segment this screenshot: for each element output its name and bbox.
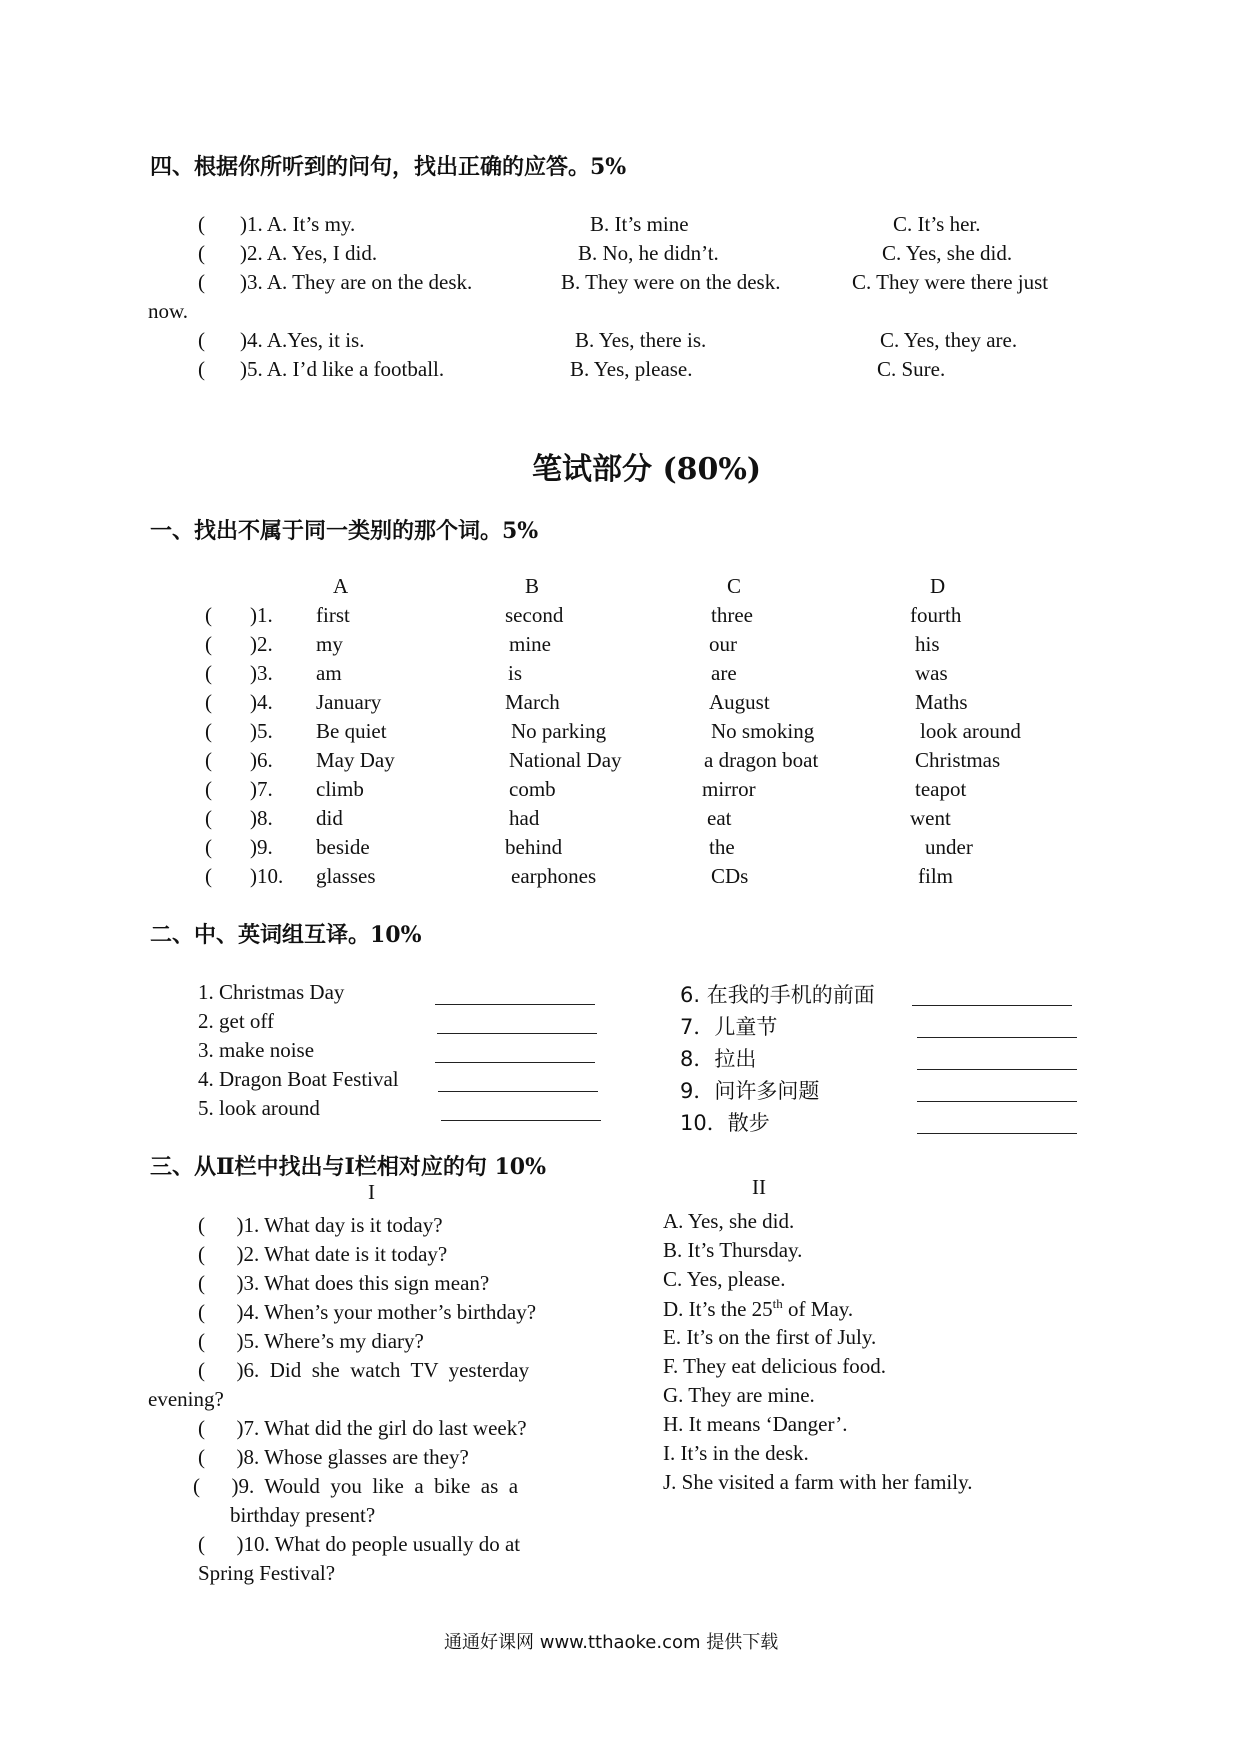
table-cell-b: No parking (511, 719, 607, 743)
table-cell-c: are (711, 661, 737, 685)
list-item-paren: ( (198, 212, 205, 236)
table-row-num: )8. (250, 806, 273, 830)
answer-blank[interactable] (435, 984, 595, 1005)
column-header-b: B (525, 574, 540, 598)
answer-d-rest: of May. (782, 1297, 854, 1321)
table-cell-c: August (709, 690, 770, 714)
list-item: ( )2. What date is it today? (198, 1242, 448, 1266)
table-row-paren: ( (205, 864, 212, 888)
list-item-option-a: )5. A. I’d like a football. (240, 357, 445, 381)
table-cell-d: his (915, 632, 940, 656)
table-cell-b: second (505, 603, 564, 627)
table-cell-a: climb (316, 777, 364, 801)
table-row-paren: ( (205, 661, 212, 685)
table-cell-c: mirror (702, 777, 756, 801)
list-item-option-c: C. They were there just (852, 270, 1049, 294)
list-item: ( )3. What does this sign mean? (198, 1271, 490, 1295)
table-row-num: )4. (250, 690, 273, 714)
table-cell-a: beside (316, 835, 370, 859)
table-cell-a: Be quiet (316, 719, 387, 743)
answer-blank[interactable] (917, 1113, 1077, 1134)
list-item: ( )4. When’s your mother’s birthday? (198, 1300, 537, 1324)
table-row-paren: ( (205, 777, 212, 801)
column-header-i: I (368, 1180, 375, 1204)
answer-blank[interactable] (438, 1071, 598, 1092)
list-item-option-b: B. They were on the desk. (561, 270, 781, 294)
list-item: 1. Christmas Day (198, 980, 345, 1004)
table-cell-b: had (509, 806, 540, 830)
list-item: E. It’s on the first of July. (663, 1325, 877, 1349)
table-cell-d: went (910, 806, 951, 830)
table-row-num: )1. (250, 603, 273, 627)
page-title: 笔试部分 (80%) (532, 452, 762, 487)
list-item-option-c: C. Sure. (877, 357, 946, 381)
table-row-paren: ( (205, 719, 212, 743)
answer-blank[interactable] (437, 1013, 597, 1034)
list-item: 10．散步 (680, 1111, 770, 1135)
table-row-paren: ( (205, 835, 212, 859)
table-row-num: )2. (250, 632, 273, 656)
list-item: F. They eat delicious food. (663, 1354, 887, 1378)
column-header-c: C (727, 574, 742, 598)
list-item: 6. 在我的手机的前面 (680, 983, 875, 1007)
answer-blank[interactable] (441, 1100, 601, 1121)
list-item-wrap: now. (148, 299, 189, 323)
answer-blank[interactable] (917, 1081, 1077, 1102)
table-row-num: )6. (250, 748, 273, 772)
table-cell-c: No smoking (711, 719, 815, 743)
table-cell-a: did (316, 806, 343, 830)
list-item-paren: ( (198, 328, 205, 352)
table-cell-c: our (709, 632, 737, 656)
table-cell-a: am (316, 661, 342, 685)
table-row-paren: ( (205, 632, 212, 656)
list-item: ( )10. What do people usually do at (198, 1532, 521, 1556)
list-item-wrap: birthday present? (230, 1503, 376, 1527)
list-item-option-b: B. No, he didn’t. (578, 241, 719, 265)
answer-blank[interactable] (912, 985, 1072, 1006)
table-cell-c: three (711, 603, 753, 627)
table-cell-c: the (709, 835, 735, 859)
table-cell-b: March (505, 690, 560, 714)
list-item: 4. Dragon Boat Festival (198, 1067, 399, 1091)
list-item-option-c: C. Yes, she did. (882, 241, 1013, 265)
list-item: 8．拉出 (680, 1047, 757, 1071)
list-item-wrap: evening? (148, 1387, 224, 1411)
table-cell-b: comb (509, 777, 556, 801)
list-item: C. Yes, please. (663, 1267, 786, 1291)
table-cell-d: fourth (910, 603, 962, 627)
table-cell-d: was (915, 661, 948, 685)
table-cell-b: mine (509, 632, 551, 656)
list-item: H. It means ‘Danger’. (663, 1412, 848, 1436)
table-row-num: )9. (250, 835, 273, 859)
list-item-paren: ( (198, 357, 205, 381)
list-item: ( )7. What did the girl do last week? (198, 1416, 527, 1440)
table-row-paren: ( (205, 806, 212, 830)
list-item: 5. look around (198, 1096, 320, 1120)
list-item: ( )5. Where’s my diary? (198, 1329, 424, 1353)
list-item-option-c: C. Yes, they are. (880, 328, 1018, 352)
list-item: 9．问许多问题 (680, 1079, 820, 1103)
table-row-num: )3. (250, 661, 273, 685)
table-row-paren: ( (205, 748, 212, 772)
table-cell-d: Christmas (915, 748, 1001, 772)
list-item-option-b: B. Yes, please. (570, 357, 693, 381)
list-item-wrap: Spring Festival? (198, 1561, 336, 1585)
list-item-option-a: )3. A. They are on the desk. (240, 270, 473, 294)
table-cell-c: eat (707, 806, 732, 830)
list-item: 3. make noise (198, 1038, 315, 1062)
list-item: G. They are mine. (663, 1383, 815, 1407)
table-cell-b: earphones (511, 864, 597, 888)
answer-d-sup: th (772, 1296, 783, 1311)
table-row-num: )10. (250, 864, 284, 888)
list-item: A. Yes, she did. (663, 1209, 795, 1233)
section2-title: 二、中、英词组互译。10% (150, 922, 422, 948)
list-item: I. It’s in the desk. (663, 1441, 809, 1465)
table-cell-c: a dragon boat (704, 748, 819, 772)
table-cell-a: my (316, 632, 343, 656)
table-row-num: )7. (250, 777, 273, 801)
section3-title: 三、从Ⅱ栏中找出与Ⅰ栏相对应的句 10% (150, 1154, 547, 1180)
answer-d-text: D. It’s the 25 (663, 1297, 773, 1321)
table-row-num: )5. (250, 719, 273, 743)
section1-title: 一、找出不属于同一类别的那个词。5% (150, 518, 539, 544)
column-header-d: D (930, 574, 946, 598)
listening-section-title: 四、根据你所听到的问句，找出正确的应答。5% (150, 154, 627, 180)
table-cell-d: under (925, 835, 973, 859)
answer-blank[interactable] (917, 1049, 1077, 1070)
list-item-paren: ( (198, 241, 205, 265)
table-cell-c: CDs (711, 864, 749, 888)
list-item (663, 1296, 853, 1322)
table-cell-d: Maths (915, 690, 968, 714)
list-item: ( )6. Did she watch TV yesterday (198, 1358, 530, 1382)
list-item-option-a: )4. A.Yes, it is. (240, 328, 365, 352)
list-item: ( )8. Whose glasses are they? (198, 1445, 469, 1469)
table-cell-a: glasses (316, 864, 376, 888)
list-item: J. She visited a farm with her family. (663, 1470, 973, 1494)
list-item: ( )1. What day is it today? (198, 1213, 443, 1237)
list-item: B. It’s Thursday. (663, 1238, 803, 1262)
table-cell-b: is (508, 661, 523, 685)
table-cell-a: May Day (316, 748, 395, 772)
list-item: 7．儿童节 (680, 1015, 778, 1039)
table-cell-a: first (316, 603, 350, 627)
table-row-paren: ( (205, 603, 212, 627)
table-cell-d: film (918, 864, 953, 888)
answer-blank[interactable] (435, 1042, 595, 1063)
table-cell-a: January (316, 690, 382, 714)
table-cell-d: teapot (915, 777, 967, 801)
table-cell-b: National Day (509, 748, 622, 772)
list-item-option-a: )2. A. Yes, I did. (240, 241, 378, 265)
table-cell-b: behind (505, 835, 563, 859)
column-header-a: A (333, 574, 349, 598)
list-item-paren: ( (198, 270, 205, 294)
list-item-option-b: B. Yes, there is. (575, 328, 707, 352)
table-cell-d: look around (920, 719, 1021, 743)
list-item: 2. get off (198, 1009, 275, 1033)
list-item-option-c: C. It’s her. (893, 212, 981, 236)
list-item-option-b: B. It’s mine (590, 212, 689, 236)
list-item-option-a: )1. A. It’s my. (240, 212, 356, 236)
table-row-paren: ( (205, 690, 212, 714)
column-header-ii: II (752, 1175, 766, 1199)
answer-blank[interactable] (917, 1017, 1077, 1038)
footer-text: 通通好课网 www.tthaoke.com 提供下载 (444, 1632, 779, 1653)
list-item: ( )9. Would you like a bike as a (193, 1474, 519, 1498)
